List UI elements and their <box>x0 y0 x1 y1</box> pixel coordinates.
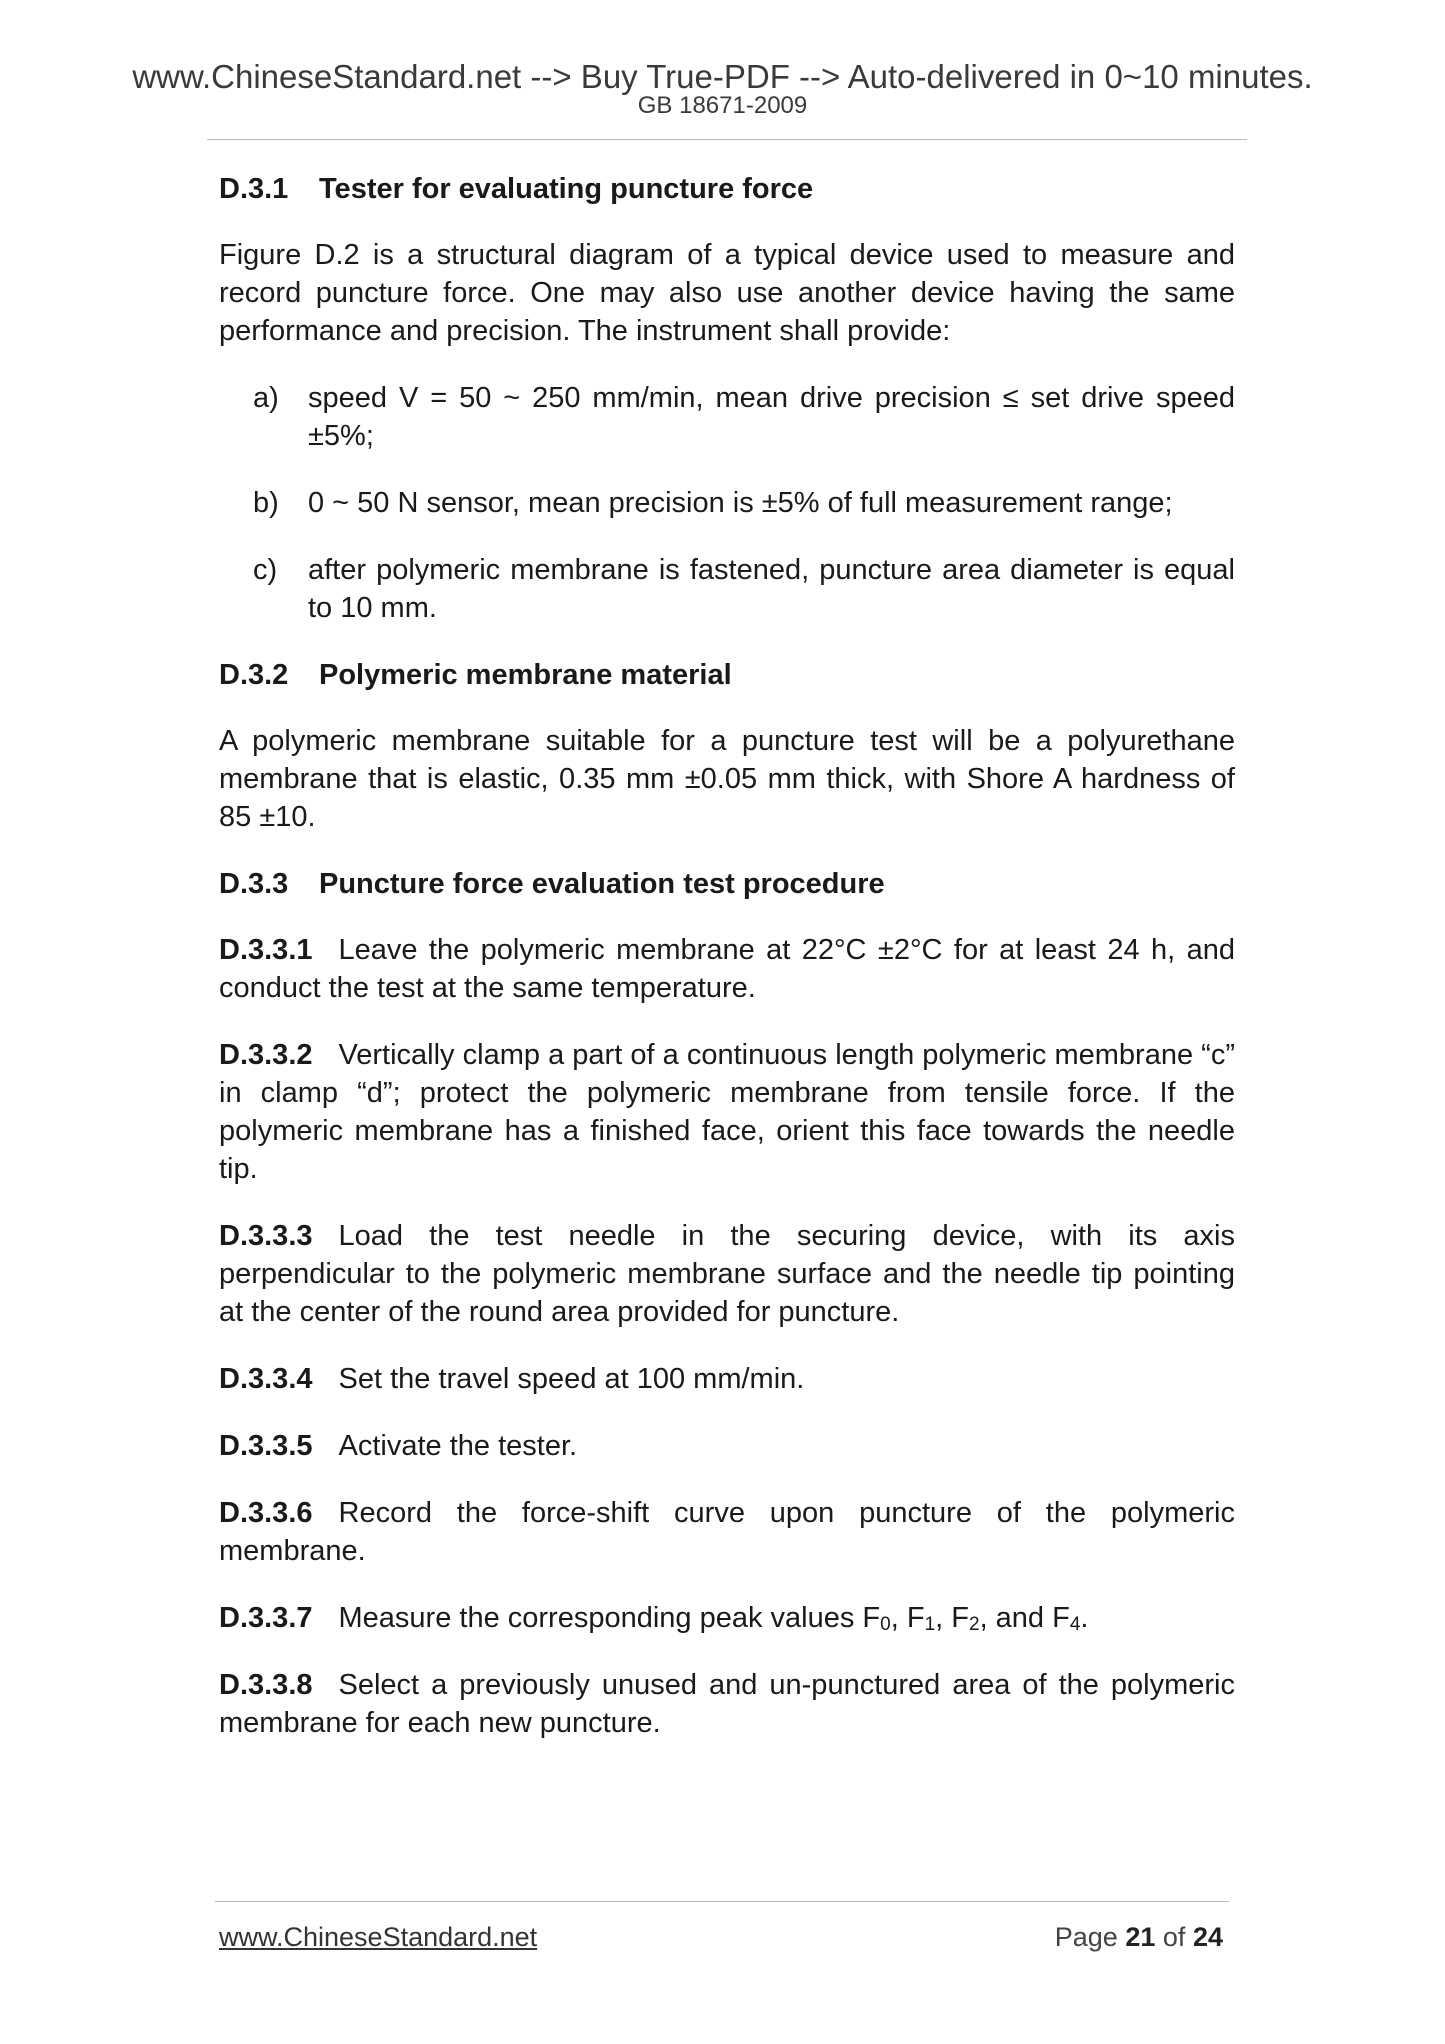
section-heading-d31 <box>219 170 1235 208</box>
page-total: 24 <box>1192 1922 1223 1952</box>
section-title: Polymeric membrane material <box>319 659 732 691</box>
list-label: a) <box>253 382 279 414</box>
clause-text: Leave the polymeric membrane at 22°C ±2°C for at least 24 h, and conduct the test at the same temperature. <box>219 934 1235 1004</box>
list-item <box>253 484 1235 522</box>
list-text: 0 ~ 50 N sensor, mean precision is ±5% of full measurement range; <box>308 487 1173 519</box>
header-divider <box>207 139 1247 140</box>
clause-d3-3-1 <box>219 931 1235 1007</box>
clause-number: D.3.3.5 <box>219 1430 313 1462</box>
document-body <box>219 170 1235 1771</box>
clause-number: D.3.3.6 <box>219 1497 313 1529</box>
subscript: 1 <box>924 1614 936 1635</box>
page-indicator: Page 21 of 24 <box>1054 1922 1223 1952</box>
list-label: b) <box>253 487 279 519</box>
clause-d3-3-5 <box>219 1427 1235 1465</box>
paragraph: Figure D.2 is a structural diagram of a typical device used to measure and record puncture force. One may also use another device having the same performance and precision. The instrument shall provide: <box>219 239 1235 347</box>
subscript: 4 <box>1069 1614 1081 1635</box>
clause-number: D.3.3.4 <box>219 1363 313 1395</box>
page-current: 21 <box>1125 1922 1156 1952</box>
footer-site-link[interactable]: www.ChineseStandard.net <box>219 1922 538 1952</box>
list-item <box>253 379 1235 455</box>
section-heading-d32 <box>219 656 1235 694</box>
clause-text: Record the force-shift curve upon puncture of the polymeric membrane. <box>219 1497 1235 1567</box>
clause-d3-3-4 <box>219 1360 1235 1398</box>
clause-number: D.3.3.7 <box>219 1602 313 1634</box>
clause-d3-3-8 <box>219 1666 1235 1742</box>
section-title: Tester for evaluating puncture force <box>319 173 814 205</box>
clause-d3-3-3 <box>219 1217 1235 1331</box>
standard-number: GB 18671-2009 <box>637 92 808 119</box>
clause-number: D.3.3.3 <box>219 1220 313 1252</box>
subscript: 0 <box>880 1614 891 1635</box>
clause-d3-3-2 <box>219 1036 1235 1188</box>
clause-number: D.3.3.8 <box>219 1669 313 1701</box>
list-text: after polymeric membrane is fastened, puncture area diameter is equal to 10 mm. <box>308 554 1235 624</box>
section-number: D.3.2 <box>219 659 289 691</box>
clause-number: D.3.3.2 <box>219 1039 313 1071</box>
clause-text: Set the travel speed at 100 mm/min. <box>338 1363 805 1395</box>
section-number: D.3.1 <box>219 173 289 205</box>
clause-d3-3-6 <box>219 1494 1235 1570</box>
clause-text: Measure the corresponding peak values $F_0$, $F_1$, $F_2$, and $F_4$. <box>338 1602 1089 1635</box>
list-label: c) <box>253 554 278 586</box>
clause-text: Vertically clamp a part of a continuous length polymeric membrane “c” in clamp “d”; protect the polymeric membrane from tensile force. If the polymeric membrane has a finished face, orient this face towards the needle tip. <box>219 1039 1235 1185</box>
section-heading-d33 <box>219 865 1235 903</box>
list-item <box>253 551 1235 627</box>
section-number: D.3.3 <box>219 868 289 900</box>
clause-number: D.3.3.1 <box>219 934 313 966</box>
subscript: 2 <box>968 1614 980 1635</box>
header-banner: www.ChineseStandard.net --> Buy True-PDF --> Auto-delivered in 0~10 minutes. <box>132 58 1313 95</box>
section-title: Puncture force evaluation test procedure <box>319 868 885 900</box>
clause-text: Load the test needle in the securing device, with its axis perpendicular to the polymeric membrane surface and the needle tip pointing at the center of the round area provided for puncture. <box>219 1220 1235 1328</box>
paragraph: A polymeric membrane suitable for a puncture test will be a polyurethane membrane that is elastic, 0.35 mm ±0.05 mm thick, with Shore A hardness of 85 ±10. <box>219 725 1235 833</box>
clause-text: Select a previously unused and un-punctured area of the polymeric membrane for each new puncture. <box>219 1669 1235 1739</box>
list-text: speed V = 50 ~ 250 mm/min, mean drive precision ≤ set drive speed ±5%; <box>308 382 1235 452</box>
clause-text: Activate the tester. <box>338 1430 578 1462</box>
footer-divider <box>215 1901 1229 1902</box>
clause-d3-3-7 <box>219 1599 1235 1637</box>
